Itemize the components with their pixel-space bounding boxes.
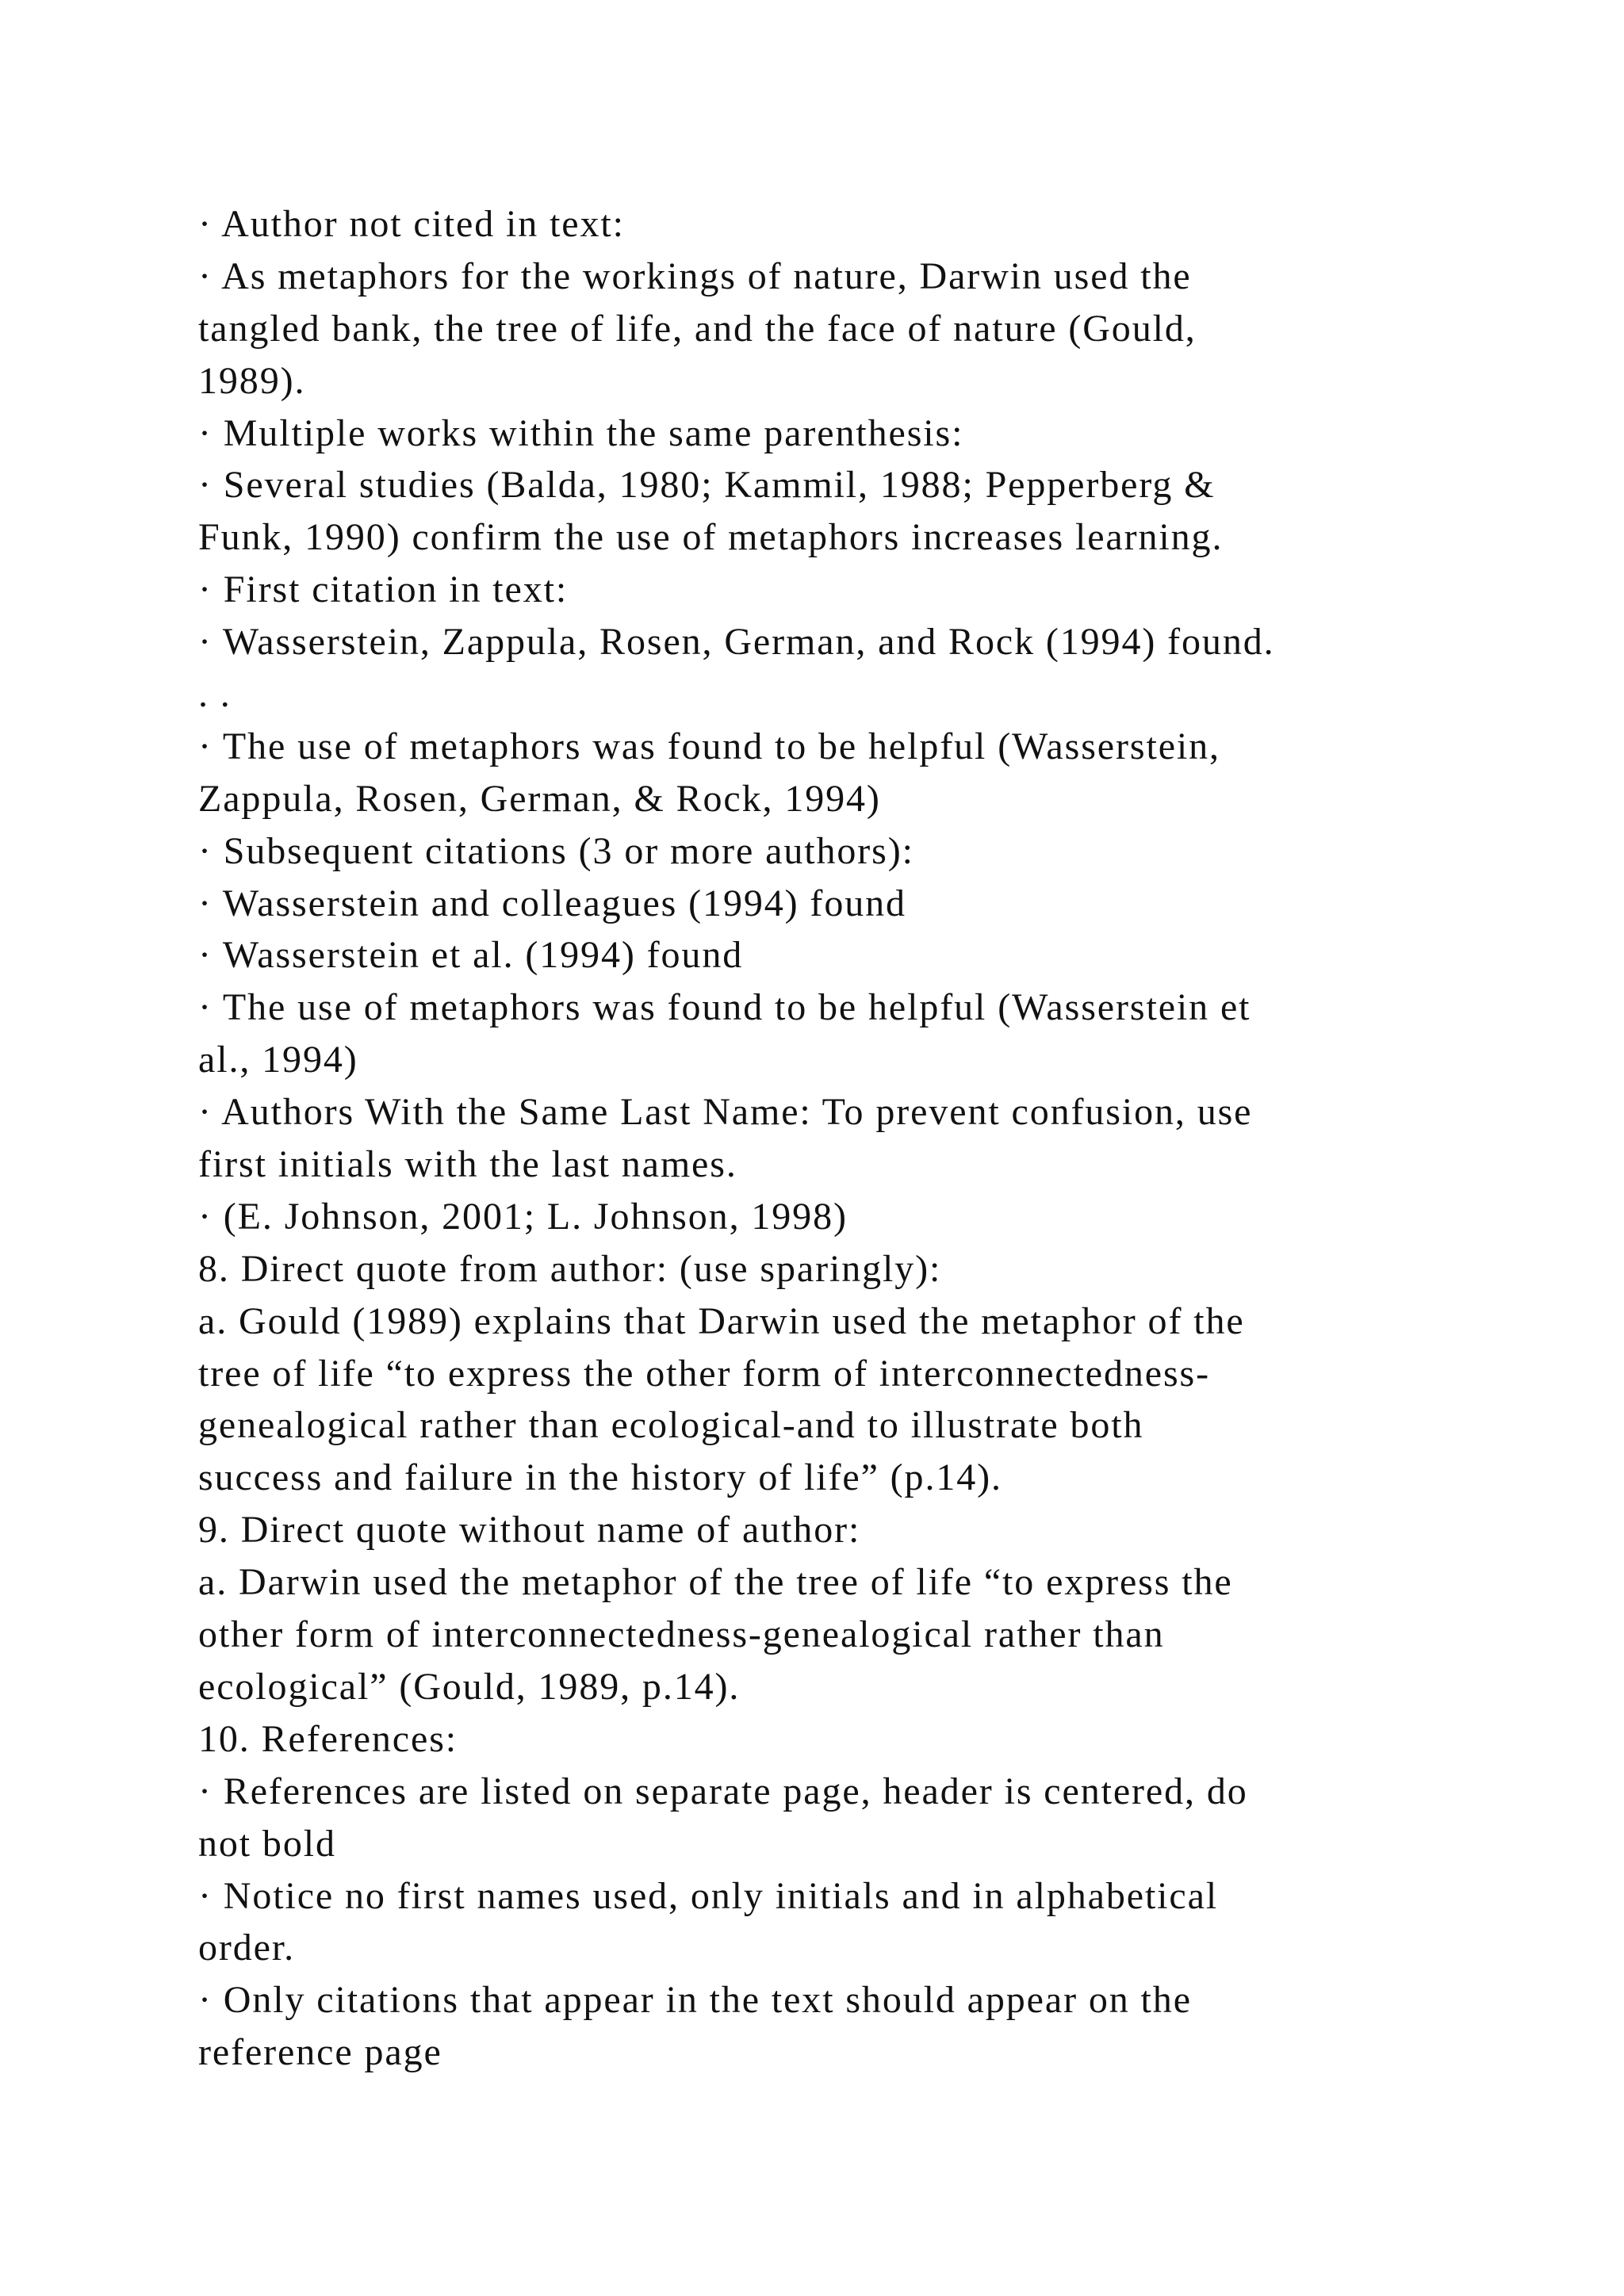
- text-line: · As metaphors for the workings of nature, Darwin used the: [198, 254, 1192, 297]
- text-line: 9. Direct quote without name of author:: [198, 1509, 861, 1552]
- text-line: · Wasserstein, Zappula, Rosen, German, and Rock (1994) found.: [198, 621, 1275, 664]
- text-line: · Notice no first names used, only initials and in alphabetical: [198, 1874, 1219, 1917]
- text-line: · Multiple works within the same parenthesis:: [198, 411, 964, 454]
- text-line: · Several studies (Balda, 1980; Kammil, 1988; Pepperberg &: [198, 464, 1216, 507]
- text-line: genealogical rather than ecological-and to illustrate both: [198, 1404, 1144, 1447]
- text-line: Funk, 1990) confirm the use of metaphors increases learning.: [198, 516, 1224, 559]
- text-line: · First citation in text:: [198, 568, 569, 611]
- text-line: 8. Direct quote from author: (use sparingly):: [198, 1247, 942, 1290]
- text-line: · Only citations that appear in the text should appear on the: [198, 1979, 1192, 2022]
- text-line: ecological” (Gould, 1989, p.14).: [198, 1665, 741, 1708]
- text-line: · References are listed on separate page, header is centered, do: [198, 1770, 1248, 1812]
- text-line: 10. References:: [198, 1717, 458, 1760]
- text-line: reference page: [198, 2031, 442, 2074]
- text-line: · (E. Johnson, 2001; L. Johnson, 1998): [198, 1195, 848, 1238]
- text-line: al., 1994): [198, 1039, 358, 1081]
- document-body: [198, 198, 1467, 2079]
- text-line: · The use of metaphors was found to be helpful (Wasserstein,: [198, 725, 1220, 767]
- text-line: first initials with the last names.: [198, 1143, 737, 1186]
- text-line: · Wasserstein and colleagues (1994) found: [198, 882, 906, 924]
- text-line: Zappula, Rosen, German, & Rock, 1994): [198, 777, 881, 820]
- text-line: a. Gould (1989) explains that Darwin used the metaphor of the: [198, 1299, 1245, 1342]
- text-line: · Authors With the Same Last Name: To prevent confusion, use: [198, 1091, 1253, 1134]
- text-line: a. Darwin used the metaphor of the tree of life “to express the: [198, 1561, 1233, 1604]
- text-line: 1989).: [198, 359, 306, 402]
- text-line: success and failure in the history of life” (p.14).: [198, 1456, 1002, 1499]
- text-line: · Wasserstein et al. (1994) found: [198, 934, 744, 977]
- text-line: · Subsequent citations (3 or more authors):: [198, 829, 914, 872]
- text-line: · The use of metaphors was found to be helpful (Wasserstein et: [198, 986, 1251, 1029]
- text-line: · Author not cited in text:: [198, 203, 625, 245]
- text-line: tree of life “to express the other form of interconnectedness-: [198, 1352, 1210, 1395]
- text-line: not bold: [198, 1822, 336, 1865]
- text-line: order.: [198, 1927, 296, 1969]
- text-line: other form of interconnectedness-genealogical rather than: [198, 1613, 1165, 1656]
- text-line: . .: [198, 673, 232, 716]
- text-line: tangled bank, the tree of life, and the face of nature (Gould,: [198, 307, 1197, 350]
